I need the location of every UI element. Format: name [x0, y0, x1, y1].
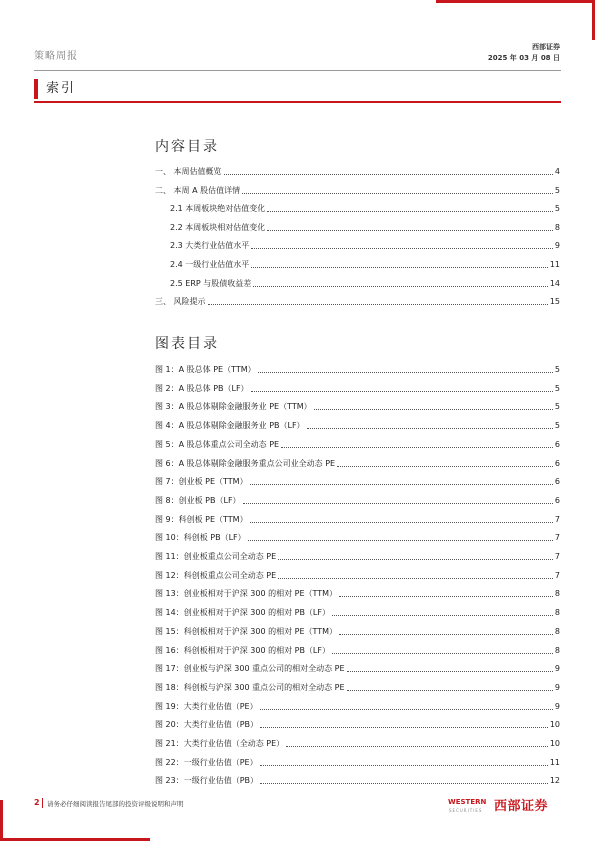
toc-entry-page: 4 — [554, 167, 560, 176]
report-date: 2025 年 03 月 08 日 — [487, 54, 560, 62]
dot-leader — [208, 303, 548, 305]
dot-leader — [260, 764, 548, 766]
figure-entry[interactable] — [155, 718, 560, 730]
header-divider — [34, 70, 561, 71]
figure-entry-page: 10 — [549, 739, 560, 748]
figure-entry[interactable] — [155, 419, 560, 431]
figure-entry[interactable] — [155, 457, 560, 469]
dot-leader — [347, 689, 553, 691]
corner-decoration-top — [436, 0, 595, 3]
figure-entry-page: 9 — [554, 682, 560, 692]
figure-entry[interactable] — [155, 569, 560, 581]
figure-entry-label: 图 1：A 股总体 PE（TTM） — [155, 365, 256, 374]
dot-leader — [278, 558, 553, 560]
toc-entry-page: 5 — [554, 185, 560, 195]
logo-chinese: 西部证券 — [494, 799, 549, 814]
figures-heading: 图表目录 — [155, 336, 219, 352]
figure-entry-page: 8 — [554, 608, 560, 618]
dot-leader — [281, 446, 553, 448]
footer-disclaimer: 请务必仔细阅读报告尾部的投资评级说明和声明 — [47, 800, 184, 808]
dot-leader — [278, 577, 553, 579]
figure-entry-page: 5 — [554, 365, 560, 374]
figure-entry-label: 图 6：A 股总体剔除金融服务重点公司业全动态 PE — [155, 458, 336, 468]
figure-entry-page: 12 — [549, 776, 560, 786]
dot-leader — [307, 427, 553, 429]
figure-entry-page: 7 — [554, 514, 560, 524]
page-number: 2 — [34, 798, 40, 807]
toc-entry-label: 2.2 本周板块相对估值变化 — [170, 222, 266, 232]
toc-entry-label: 一、 本周估值概览 — [155, 167, 222, 176]
figure-entry-page: 6 — [554, 439, 560, 449]
figure-entry[interactable] — [155, 737, 560, 749]
section-divider — [34, 101, 561, 103]
dot-leader — [332, 652, 553, 654]
toc-entry[interactable] — [170, 277, 560, 289]
figure-entry[interactable] — [155, 587, 560, 599]
dot-leader — [332, 614, 553, 616]
toc-entry-label: 2.1 本周板块绝对估值变化 — [170, 204, 266, 214]
dot-leader — [286, 745, 548, 747]
toc-entry-page: 9 — [554, 241, 560, 251]
figure-entry[interactable] — [155, 681, 560, 693]
figure-entry-page: 7 — [554, 533, 560, 543]
dot-leader — [253, 285, 548, 287]
toc-entry[interactable] — [155, 165, 560, 177]
figure-entry-page: 6 — [554, 458, 560, 468]
toc-entry[interactable] — [170, 239, 560, 251]
figure-entry[interactable] — [155, 475, 560, 487]
figure-entry[interactable] — [155, 531, 560, 543]
figure-entry-page: 8 — [554, 626, 560, 636]
figure-entry[interactable] — [155, 644, 560, 656]
figure-entry-page: 5 — [554, 402, 560, 412]
figure-entry[interactable] — [155, 494, 560, 506]
figure-entry[interactable] — [155, 550, 560, 562]
toc-entry[interactable] — [170, 258, 560, 270]
figure-entry-page: 11 — [549, 757, 560, 767]
footer-separator — [42, 798, 43, 808]
dot-leader — [347, 670, 553, 672]
dot-leader — [251, 266, 548, 268]
dot-leader — [339, 633, 553, 635]
figure-entry-label: 图 15：科创板相对于沪深 300 的相对 PE（TTM） — [155, 626, 338, 636]
toc-entry[interactable] — [155, 184, 560, 196]
figure-entry-label: 图 19：大类行业估值（PE） — [155, 701, 258, 711]
dot-leader — [251, 390, 553, 392]
figure-entry-page: 10 — [549, 720, 560, 730]
corner-decoration-bottom-left — [0, 800, 3, 841]
figure-entry[interactable] — [155, 513, 560, 525]
figure-entry[interactable] — [155, 774, 560, 786]
figure-entry[interactable] — [155, 700, 560, 712]
toc-entry-page: 5 — [554, 204, 560, 214]
toc-entry[interactable] — [170, 202, 560, 214]
dot-leader — [339, 595, 553, 597]
figure-entry-label: 图 22：一级行业估值（PE） — [155, 757, 258, 767]
figure-entry-page: 7 — [554, 552, 560, 561]
figure-entry-label: 图 7：创业板 PE（TTM） — [155, 477, 248, 487]
figure-entry-label: 图 10：科创板 PB（LF） — [155, 533, 246, 543]
figure-entry-label: 图 23：一级行业估值（PB） — [155, 776, 259, 786]
dot-leader — [314, 408, 553, 410]
figure-entry-label: 图 8：创业板 PB（LF） — [155, 495, 241, 505]
figure-entry[interactable] — [155, 438, 560, 450]
report-type: 策略周报 — [34, 51, 78, 62]
figure-entry-label: 图 11：创业板重点公司全动态 PE — [155, 552, 277, 561]
figure-entry-page: 8 — [554, 589, 560, 599]
figure-entry[interactable] — [155, 363, 560, 375]
figure-entry-label: 图 12：科创板重点公司全动态 PE — [155, 570, 277, 580]
figure-entry[interactable] — [155, 400, 560, 412]
section-title: 索引 — [46, 81, 77, 96]
figure-entry[interactable] — [155, 756, 560, 768]
dot-leader — [243, 502, 553, 504]
toc-entry-label: 2.4 一级行业估值水平 — [170, 260, 250, 269]
toc-entry[interactable] — [170, 221, 560, 233]
figure-entry-label: 图 9：科创板 PE（TTM） — [155, 514, 248, 524]
figure-entry-label: 图 21：大类行业估值（全动态 PE） — [155, 739, 285, 748]
toc-entry-label: 三、 风险提示 — [155, 297, 206, 307]
figure-entry-label: 图 17：创业板与沪深 300 重点公司的相对全动态 PE — [155, 664, 345, 674]
toc-entry[interactable] — [155, 295, 560, 307]
figure-entry-page: 9 — [554, 664, 560, 674]
dot-leader — [260, 708, 553, 710]
toc-heading: 内容目录 — [155, 139, 219, 155]
figure-entry-label: 图 5：A 股总体重点公司全动态 PE — [155, 439, 280, 449]
toc-entry-page: 15 — [549, 297, 560, 307]
figure-entry-label: 图 14：创业板相对于沪深 300 的相对 PB（LF） — [155, 608, 330, 618]
figure-entry-label: 图 2：A 股总体 PB（LF） — [155, 383, 249, 393]
dot-leader — [337, 465, 553, 467]
dot-leader — [251, 247, 553, 249]
toc-entry-page: 8 — [554, 222, 560, 232]
dot-leader — [248, 539, 553, 541]
toc-entry-label: 二、 本周 A 股估值详情 — [155, 185, 241, 195]
dot-leader — [260, 726, 548, 728]
figure-entry-page: 8 — [554, 645, 560, 655]
dot-leader — [267, 229, 553, 231]
figure-entry-label: 图 16：科创板相对于沪深 300 的相对 PB（LF） — [155, 645, 330, 655]
dot-leader — [224, 173, 553, 175]
figure-entry-label: 图 20：大类行业估值（PB） — [155, 720, 259, 730]
toc-entry-page: 14 — [549, 278, 560, 288]
figure-entry-page: 7 — [554, 570, 560, 580]
toc-entry-page: 11 — [549, 260, 560, 269]
toc-entry-label: 2.3 大类行业估值水平 — [170, 241, 250, 251]
dot-leader — [250, 483, 553, 485]
logo-wordmark-sub: SECURITIES — [449, 808, 483, 813]
toc-entry-label: 2.5 ERP 与股债收益差 — [170, 278, 252, 288]
figure-entry-page: 6 — [554, 477, 560, 487]
figure-entry-label: 图 4：A 股总体剔除金融服务业 PB（LF） — [155, 421, 305, 431]
figure-entry[interactable] — [155, 382, 560, 394]
figure-entry-page: 5 — [554, 421, 560, 431]
dot-leader — [242, 192, 553, 194]
logo-wordmark: WESTERN — [448, 798, 487, 806]
section-marker — [34, 79, 38, 99]
figure-entry-label: 图 18：科创板与沪深 300 重点公司的相对全动态 PE — [155, 682, 345, 692]
figure-entry-label: 图 13：创业板相对于沪深 300 的相对 PE（TTM） — [155, 589, 338, 599]
company-name: 西部证券 — [532, 43, 560, 51]
dot-leader — [258, 371, 553, 373]
figure-entry-page: 5 — [554, 383, 560, 393]
figure-entry-page: 6 — [554, 495, 560, 505]
figure-entry[interactable] — [155, 606, 560, 618]
dot-leader — [260, 782, 548, 784]
figure-entry[interactable] — [155, 625, 560, 637]
dot-leader — [250, 521, 553, 523]
dot-leader — [267, 210, 553, 212]
figure-entry[interactable] — [155, 662, 560, 674]
figure-entry-label: 图 3：A 股总体剔除金融服务业 PE（TTM） — [155, 402, 312, 412]
figure-entry-page: 9 — [554, 701, 560, 711]
